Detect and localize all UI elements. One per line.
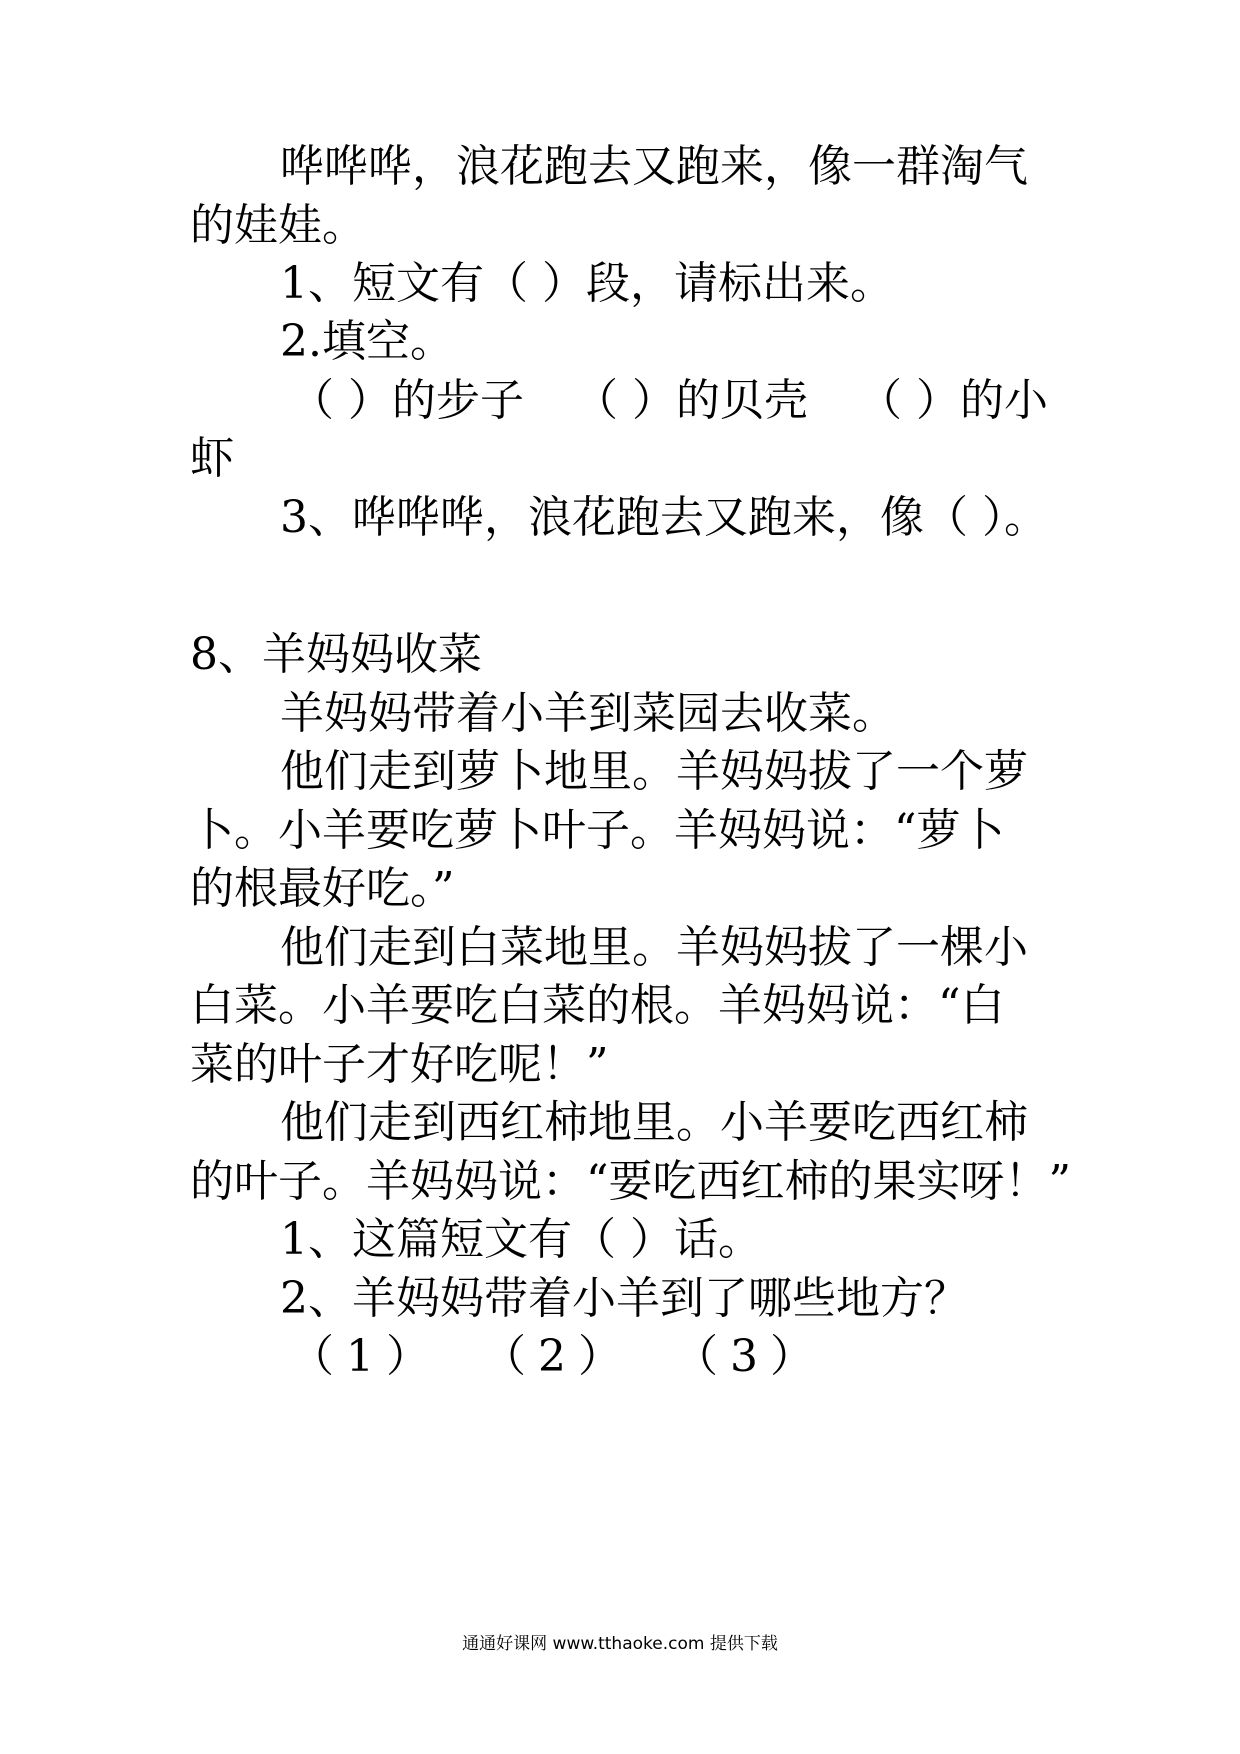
blank-item: （ ）的步子 [290, 375, 524, 426]
question-3: 3、哗哗哗，浪花跑去又跑来，像（ ）。 [280, 492, 1048, 543]
paragraph-2-line: 的根最好吃。” [190, 863, 455, 914]
question-1: 1、短文有（ ）段，请标出来。 [280, 258, 894, 309]
answer-slots-row [290, 1327, 826, 1387]
passage-line: 哗哗哗，浪花跑去又跑来，像一群淘气 [280, 141, 1028, 192]
blank-item: （ ）的小 [858, 375, 1048, 426]
answer-slot: （1） [290, 1331, 442, 1382]
paragraph-3-line: 菜的叶子才好吃呢！” [190, 1039, 609, 1090]
paragraph-2-line: 他们走到萝卜地里。羊妈妈拔了一个萝 [280, 746, 1028, 797]
paragraph-3-line: 他们走到白菜地里。羊妈妈拔了一棵小 [280, 922, 1028, 973]
question-2: 2、羊妈妈带着小羊到了哪些地方？ [280, 1273, 968, 1324]
fill-blank-continuation: 虾 [190, 433, 234, 484]
answer-slot: （2） [482, 1331, 634, 1382]
paragraph-2-line: 卜。小羊要吃萝卜叶子。羊妈妈说：“萝卜 [190, 805, 1005, 856]
blank-item: （ ）的贝壳 [574, 375, 808, 426]
fill-blank-row [290, 371, 1048, 431]
page-footer: 通通好课网 www.tthaoke.com 提供下载 [462, 1634, 778, 1654]
passage-line: 的娃娃。 [190, 200, 366, 251]
paragraph-3-line: 白菜。小羊要吃白菜的根。羊妈妈说：“白 [190, 980, 1005, 1031]
question-1: 1、这篇短文有（ ）话。 [280, 1214, 762, 1265]
section-title: 8、羊妈妈收菜 [190, 629, 482, 680]
paragraph-4-line: 他们走到西红柿地里。小羊要吃西红柿 [280, 1097, 1028, 1148]
paragraph-1: 羊妈妈带着小羊到菜园去收菜。 [280, 688, 896, 739]
answer-slot: （3） [674, 1331, 826, 1382]
question-2: 2.填空。 [280, 316, 454, 367]
paragraph-4-line: 的叶子。羊妈妈说：“要吃西红柿的果实呀！” [190, 1156, 1071, 1207]
